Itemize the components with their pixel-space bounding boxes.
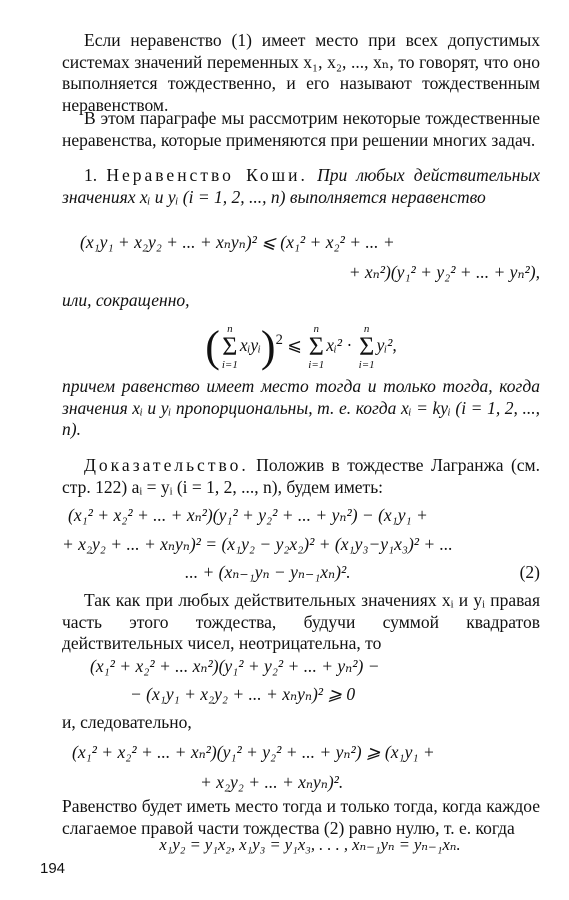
paragraph-consequently: и, следовательно, [62, 712, 192, 732]
equation-equality-conditions: x₁y₂ = y₁x₂, x₁y₃ = y₁x₃, . . . , xₙ₋₁yₙ = yₙ₋₁xₙ. [159, 835, 461, 854]
equation-number-2: (2) [519, 562, 540, 582]
dot-operator: · [346, 334, 353, 355]
equation-lagrange-line-3-text: ... + (xₙ₋₁yₙ − yₙ₋₁xₙ)². [185, 562, 351, 582]
equation-cauchy-line-1: (x₁y₁ + x₂y₂ + ... + xₙyₙ)² ⩽ (x₁² + x₂² + ... + [80, 232, 395, 252]
sum-symbol-x: n Σ i=1 [308, 322, 325, 371]
equation-lagrange-line-1: (x₁² + x₂² + ... + xₙ²)(y₁² + y₂² + ... + yₙ²) − (x₁y₁ + [68, 505, 428, 525]
sum-x-term: xᵢ² [326, 334, 343, 355]
paragraph-equality-case: Равенство будет иметь место тогда и только тогда, когда каждое слагаемое правой части тождества (2) равно нулю, т. е. когда [62, 796, 540, 838]
sum-symbol-left: n Σ i=1 [221, 322, 238, 371]
cauchy-theorem-title: Неравенство Коши. [106, 165, 308, 185]
item-number: 1. [84, 165, 107, 185]
paragraph-identity-definition: Если неравенство (1) имеет место при всех допустимых системах значений переменных x₁, x₂, ..., xₙ, то говорят, что оно выполняется тождественно, и его называют тождественным неравенством. [62, 30, 540, 115]
paragraph-proof-start [62, 455, 540, 498]
right-paren-big: ) [260, 321, 276, 371]
equation-cauchy-sum-form [62, 310, 540, 370]
equation-cauchy-line-2: + xₙ²)(y₁² + y₂² + ... + yₙ²), [348, 262, 540, 282]
square-exponent: 2 [275, 332, 283, 348]
equation-result-line-1: (x₁² + x₂² + ... + xₙ²)(y₁² + y₂² + ... + yₙ²) ⩾ (x₁y₁ + [72, 742, 435, 762]
paragraph-or-shortly: или, сокращенно, [62, 290, 190, 310]
paragraph-equality-condition: причем равенство имеет место тогда и только тогда, когда значения xᵢ и yᵢ пропорциональны, т. е. когда xᵢ = kyᵢ (i = 1, 2, ..., n). [62, 376, 540, 439]
equation-lagrange-line-2: + x₂y₂ + ... + xₙyₙ)² = (x₁y₂ − y₂x₂)² + (x₁y₃−y₁x₃)² + ... [62, 534, 453, 554]
proof-body: Положив в тождестве Лагранжа (см. стр. 122) aᵢ = yᵢ (i = 1, 2, ..., n), будем иметь: [62, 455, 540, 497]
left-paren-big: ( [205, 321, 220, 371]
paragraph-section-intro: В этом параграфе мы рассмотрим некоторые тождественные неравенства, которые применяются при решении многих задач. [62, 108, 540, 150]
proof-title: Доказательство. [84, 455, 249, 475]
sum-left-term: xᵢyᵢ [239, 334, 261, 355]
cauchy-theorem-body: При любых действительных значениях xᵢ и yᵢ (i = 1, 2, ..., n) выполняется неравенство [62, 165, 541, 207]
equation-nonneg-line-2: − (x₁y₁ + x₂y₂ + ... + xₙyₙ)² ⩾ 0 [130, 684, 356, 704]
page-number: 194 [40, 860, 66, 877]
equation-result-line-2: + x₂y₂ + ... + xₙyₙ)². [200, 772, 344, 792]
sum-y-term: yᵢ², [376, 334, 397, 355]
less-or-equal-sign: ⩽ [287, 334, 302, 355]
paragraph-nonnegativity: Так как при любых действительных значениях xᵢ и yᵢ правая часть этого тождества, будучи суммой квадратов действительных чисел, неотрицательна, то [62, 590, 540, 653]
paragraph-cauchy-statement [62, 165, 540, 208]
sum-symbol-y: n Σ i=1 [358, 322, 375, 371]
equation-lagrange-line-3 [185, 562, 540, 584]
equation-nonneg-line-1: (x₁² + x₂² + ... xₙ²)(y₁² + y₂² + ... + yₙ²) − [90, 656, 380, 676]
